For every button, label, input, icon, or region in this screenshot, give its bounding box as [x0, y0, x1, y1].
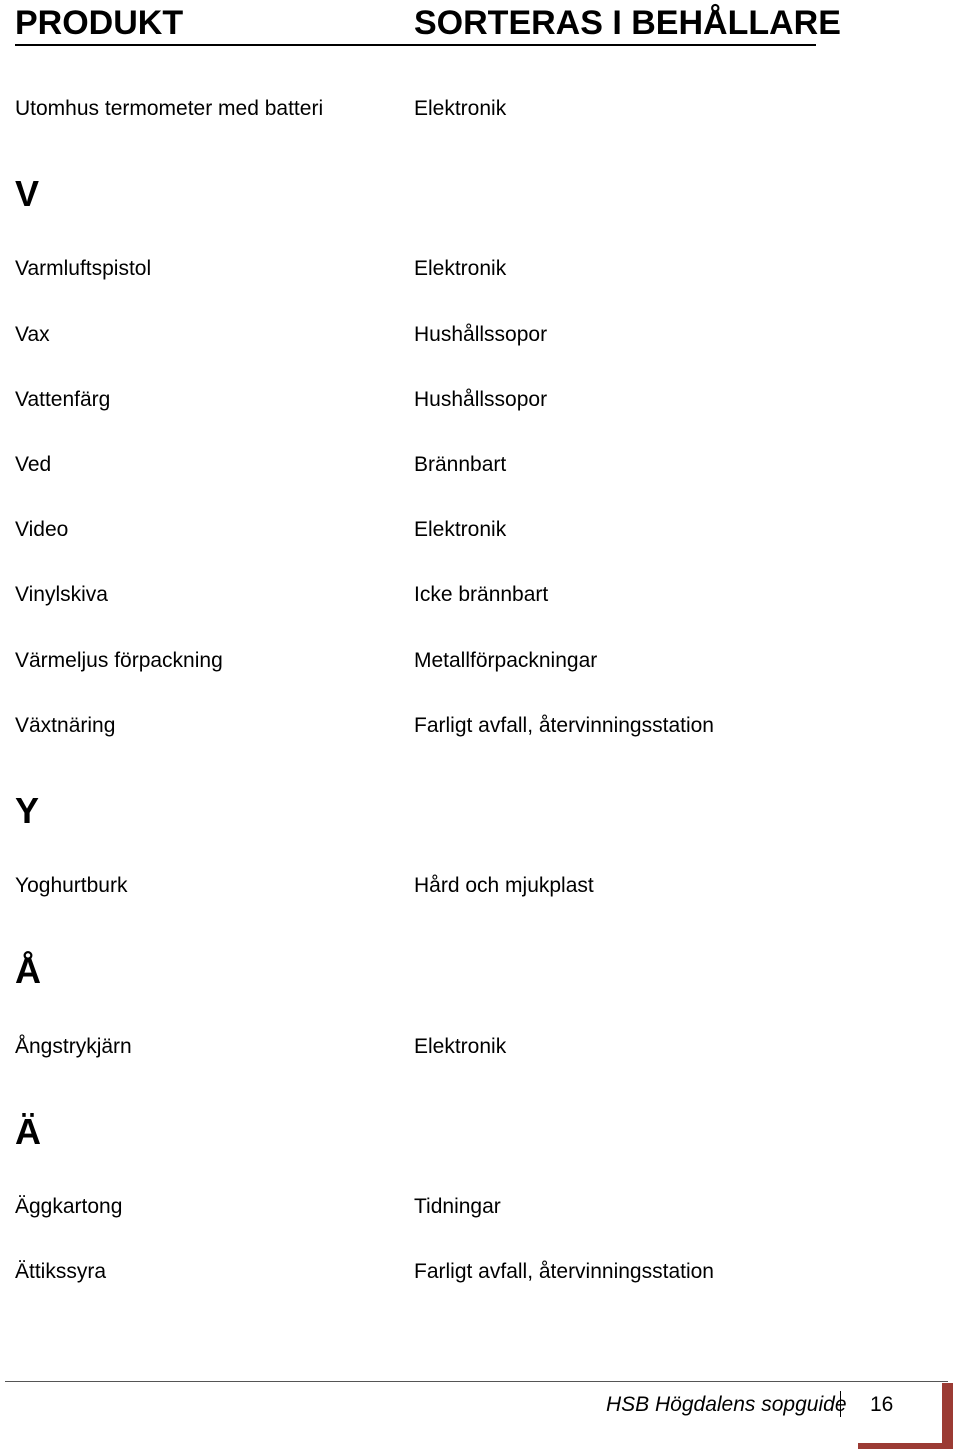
sorting-bin: Farligt avfall, återvinningsstation [414, 1260, 714, 1284]
product-name: Ångstrykjärn [15, 1034, 132, 1058]
sorting-bin: Brännbart [414, 452, 507, 476]
product-name: Värmeljus förpackning [15, 648, 223, 672]
product-name: Ättikssyra [15, 1260, 107, 1284]
product-name: Vattenfärg [15, 387, 111, 411]
product-name: Varmluftspistol [15, 257, 152, 281]
sorting-bin: Hård och mjukplast [414, 874, 594, 898]
product-name: Äggkartong [15, 1194, 123, 1218]
section-letter: Y [15, 789, 40, 831]
sorting-bin: Hushållssopor [414, 322, 548, 346]
footer-title: HSB Högdalens sopguide [606, 1393, 847, 1416]
product-name: Ved [15, 452, 52, 476]
table-header [15, 0, 841, 46]
sorting-bin: Elektronik [414, 518, 507, 542]
sorting-bin: Elektronik [414, 97, 507, 120]
column-header-bin: SORTERAS I BEHÅLLARE [414, 4, 841, 42]
column-header-product: PRODUKT [15, 4, 184, 42]
section-letter: Å [15, 950, 41, 992]
sorting-bin: Farligt avfall, återvinningsstation [414, 713, 714, 737]
sorting-bin: Tidningar [414, 1194, 501, 1218]
sorting-bin: Icke brännbart [414, 583, 549, 607]
product-name: Växtnäring [15, 713, 116, 737]
product-name: Yoghurtburk [15, 874, 128, 898]
section-letter: V [15, 173, 40, 215]
footer-separator [840, 1391, 841, 1417]
sorting-bin: Hushållssopor [414, 387, 548, 411]
section-letter: Ä [15, 1110, 41, 1152]
page-number: 16 [870, 1393, 894, 1416]
product-name: Vax [15, 322, 50, 346]
footer-divider [5, 1381, 948, 1382]
product-name: Video [15, 518, 69, 542]
sorting-bin: Metallförpackningar [414, 648, 598, 672]
product-name: Utomhus termometer med batteri [15, 97, 324, 120]
sorting-bin: Elektronik [414, 1034, 507, 1058]
product-name: Vinylskiva [15, 583, 108, 607]
sorting-bin: Elektronik [414, 257, 507, 281]
